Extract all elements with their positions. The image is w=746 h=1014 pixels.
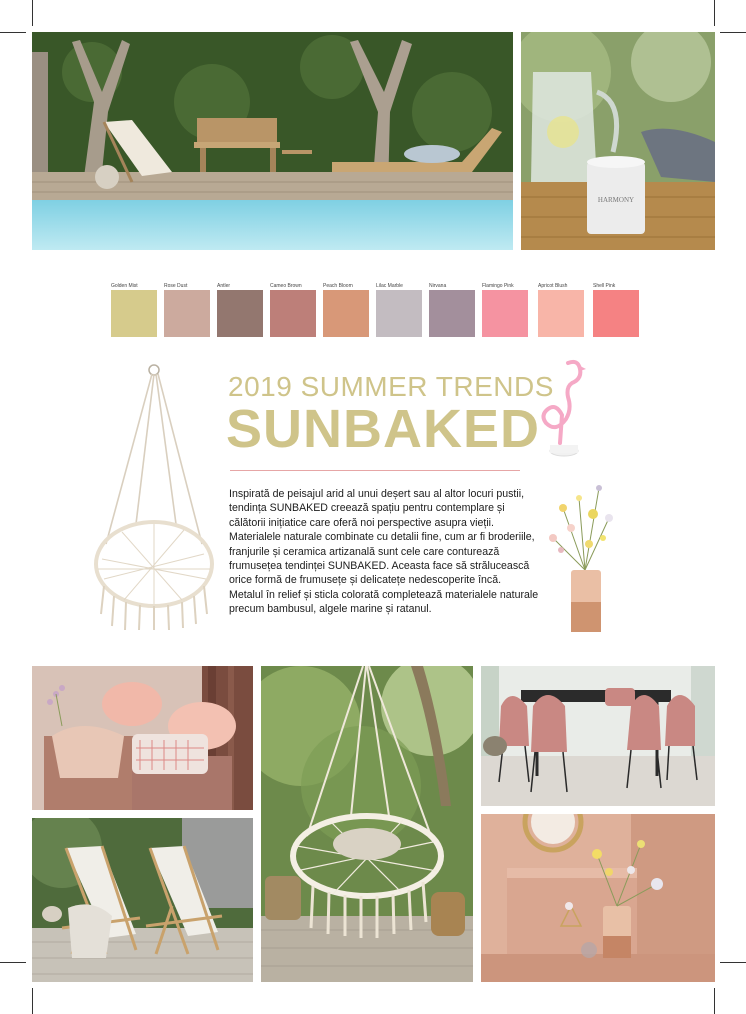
swatch-chip [538,290,584,337]
swatch-label: Nirvana [429,283,447,289]
photo-pool-lounge [32,32,513,250]
crop-mark [714,0,715,26]
swatch-lilac-marble [376,283,422,337]
swatch-chip [482,290,528,337]
title-divider [230,470,520,471]
swatch-label: Apricot Blush [538,283,568,289]
photo-deck-chairs [32,818,253,982]
swatch-chip [217,290,263,337]
swatch-label: Golden Mist [111,283,138,289]
photo-garden-swing [261,666,473,982]
body-copy [229,487,539,617]
photo-flamingo-lamp [538,357,588,461]
crop-mark [714,988,715,1014]
crop-mark [720,962,746,963]
crop-mark [32,0,33,26]
body-paragraph: Inspirată de peisajul arid al unui deșert sau al altor locuri pustii, tendința SUNBAKED creează spațiu pentru contemplare și călătorii inițiatice care oferă noi perspective asupra vieții. Materialele naturale combinate cu detalii fine, cum ar fi broderiile, franjurile și ceramica artizanală sunt cele care conturează frumusețea tendinței SUNBAKED. Aceasta face să strălucească orice formă de frumusețe și delicatețe nedescoperite încă. [229,488,535,587]
photo-flower-vase [543,478,617,633]
swatch-label: Lilac Marble [376,283,403,289]
swatch-shell-pink [593,283,639,337]
swatch-chip [429,290,475,337]
swatch-rose-dust [164,283,210,337]
swatch-chip [111,290,157,337]
swatch-nirvana [429,283,475,337]
swatch-golden-mist [111,283,157,337]
photo-pink-console [481,814,715,982]
swatch-chip [164,290,210,337]
body-paragraph: Metalul în relief și sticla colorată completează materialele naturale precum bambusul, algele marine și ratanul. [229,588,539,616]
photo-dining-set [481,666,715,806]
photo-pink-cushions [32,666,253,810]
swatch-label: Flamingo Pink [482,283,514,289]
swatch-apricot-blush [538,283,584,337]
swatch-antler [217,283,263,337]
crop-mark [0,962,26,963]
swatch-peach-bloom [323,283,369,337]
photo-jug-candle [521,32,715,250]
swatch-flamingo-pink [482,283,528,337]
swatch-label: Peach Bloom [323,283,353,289]
swatch-cameo-brown [270,283,316,337]
page-title: SUNBAKED [226,399,541,459]
swatch-chip [270,290,316,337]
photo-hanging-chair [92,364,218,632]
crop-mark [32,988,33,1014]
swatch-chip [593,290,639,337]
swatch-label: Cameo Brown [270,283,302,289]
crop-mark [0,32,26,33]
swatch-chip [323,290,369,337]
swatch-chip [376,290,422,337]
swatch-label: Shell Pink [593,283,616,289]
candle-label: HARMONY [597,196,635,204]
crop-mark [720,32,746,33]
swatch-label: Rose Dust [164,283,188,289]
page-subtitle: 2019 SUMMER TRENDS [228,371,554,402]
swatch-label: Antler [217,283,231,289]
